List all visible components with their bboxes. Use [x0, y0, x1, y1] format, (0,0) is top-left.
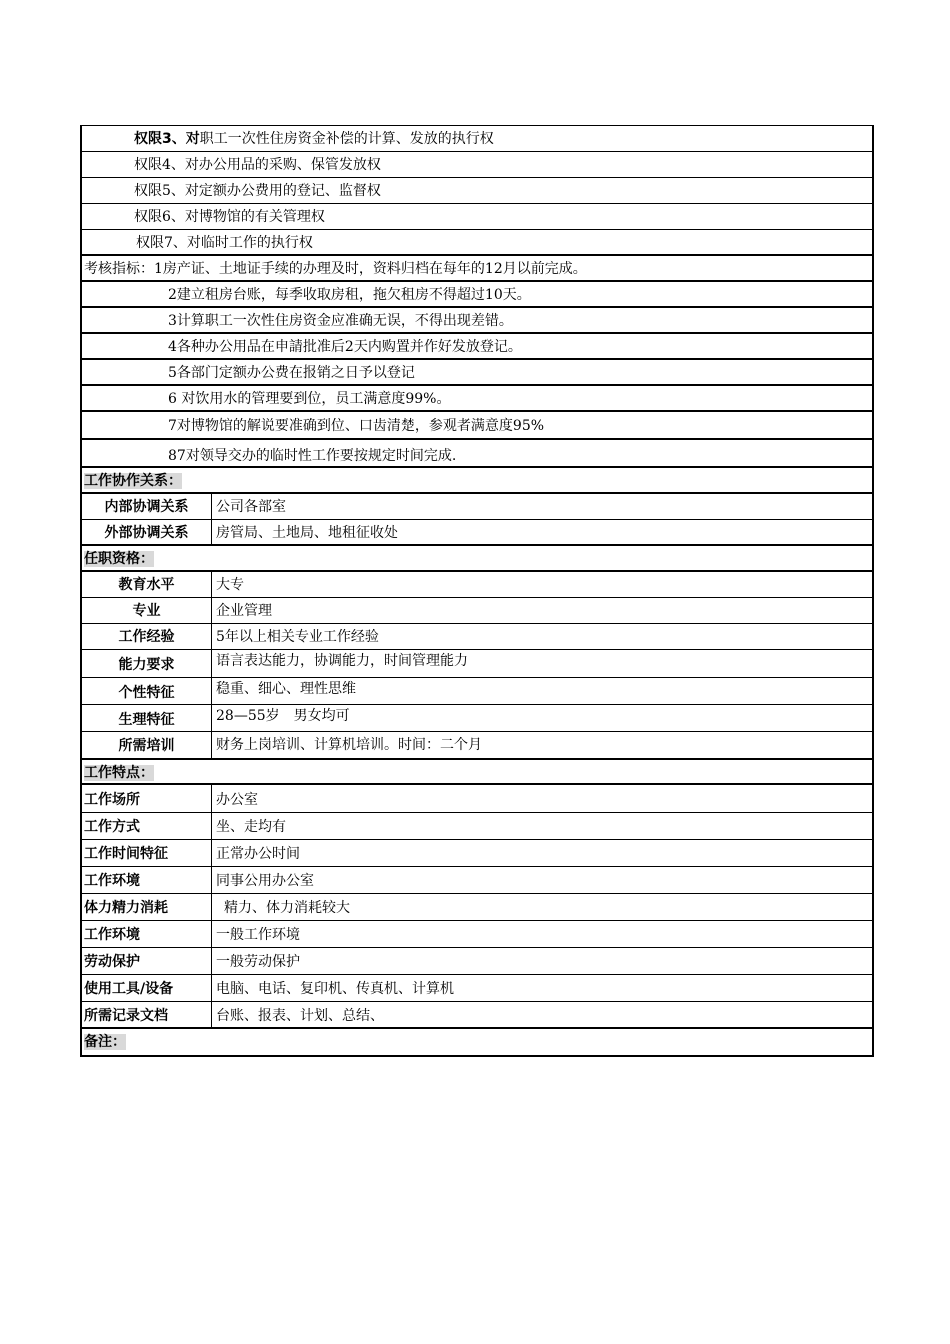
tools-label: 使用工具/设备 [82, 975, 212, 1001]
personality-label: 个性特征 [82, 678, 212, 704]
authority-5-text: 权限5、对定额办公费用的登记、监督权 [134, 183, 381, 199]
kpi-row-5 [82, 360, 872, 386]
qualification-header [82, 546, 872, 572]
kpi-row-3 [82, 308, 872, 334]
kpi-row-1 [82, 256, 872, 282]
kpi-row-6 [82, 386, 872, 412]
authority-6-text: 权限6、对博物馆的有关管理权 [134, 209, 325, 225]
kpi-7-text: 7对博物馆的解说要准确到位、口齿清楚，参观者满意度95% [168, 418, 545, 434]
authority-3-text: 职工一次性住房资金补偿的计算、发放的执行权 [199, 131, 494, 147]
training-value: 财务上岗培训、计算机培训。时间：二个月 [216, 737, 482, 753]
time-value: 正常办公时间 [216, 846, 300, 862]
kpi-8-text: 87对领导交办的临时性工作要按规定时间完成. [168, 448, 457, 464]
environment-row-2 [82, 921, 872, 948]
protection-value: 一般劳动保护 [216, 954, 300, 970]
mode-value: 坐、走均有 [216, 819, 286, 835]
tools-row [82, 975, 872, 1002]
kpi-row-7 [82, 412, 872, 440]
external-coordination-label: 外部协调关系 [82, 520, 212, 544]
kpi-5-text: 5各部门定额办公费在报销之日予以登记 [168, 365, 415, 381]
internal-coordination-row [82, 494, 872, 520]
internal-coordination-label: 内部协调关系 [82, 494, 212, 519]
energy-value: 精力、体力消耗较大 [224, 900, 350, 916]
physical-row [82, 705, 872, 732]
energy-row [82, 894, 872, 921]
job-description-table [80, 125, 874, 1057]
cooperation-header-label: 工作协作关系： [84, 473, 182, 489]
external-coordination-value: 房管局、土地局、地租征收处 [216, 525, 398, 541]
features-header-label: 工作特点： [84, 765, 154, 781]
internal-coordination-value: 公司各部室 [216, 499, 286, 515]
physical-value: 28—55岁 男女均可 [216, 708, 350, 724]
authority-row-3 [82, 126, 872, 152]
authority-row-4 [82, 152, 872, 178]
mode-row [82, 813, 872, 840]
energy-label: 体力精力消耗 [82, 894, 212, 920]
external-coordination-row [82, 520, 872, 546]
environment-2-label: 工作环境 [82, 921, 212, 947]
training-label: 所需培训 [82, 732, 212, 758]
place-label: 工作场所 [82, 785, 212, 812]
authority-row-5 [82, 178, 872, 204]
mode-label: 工作方式 [82, 813, 212, 839]
docs-label: 所需记录文档 [82, 1002, 212, 1027]
remarks-row [82, 1029, 872, 1055]
ability-row [82, 650, 872, 678]
environment-row-1 [82, 867, 872, 894]
authority-row-7 [82, 230, 872, 256]
major-label: 专业 [82, 598, 212, 623]
kpi-row-2 [82, 282, 872, 308]
authority-7-text: 权限7、对临时工作的执行权 [136, 235, 313, 251]
protection-label: 劳动保护 [82, 948, 212, 974]
kpi-3-text: 3计算职工一次性住房资金应准确无误，不得出现差错。 [168, 313, 513, 329]
authority-row-6 [82, 204, 872, 230]
authority-4-text: 权限4、对办公用品的采购、保管发放权 [134, 157, 381, 173]
ability-label: 能力要求 [82, 650, 212, 677]
features-header [82, 760, 872, 785]
kpi-6-text: 6 对饮用水的管理要到位，员工满意度99%。 [168, 391, 451, 407]
time-row [82, 840, 872, 867]
place-value: 办公室 [216, 792, 258, 808]
kpi-2-text: 2建立租房台账，每季收取房租，拖欠租房不得超过10天。 [168, 287, 531, 303]
education-row [82, 572, 872, 598]
training-row [82, 732, 872, 760]
ability-value: 语言表达能力，协调能力，时间管理能力 [216, 653, 468, 669]
personality-value: 稳重、细心、理性思维 [216, 681, 356, 697]
time-label: 工作时间特征 [82, 840, 212, 866]
experience-label: 工作经验 [82, 624, 212, 649]
environment-1-value: 同事公用办公室 [216, 873, 314, 889]
kpi-row-8 [82, 440, 872, 468]
cooperation-header [82, 468, 872, 494]
qualification-header-label: 任职资格： [84, 551, 154, 567]
environment-2-value: 一般工作环境 [216, 927, 300, 943]
remarks-header-label: 备注： [84, 1034, 126, 1050]
physical-label: 生理特征 [82, 705, 212, 731]
docs-row [82, 1002, 872, 1029]
kpi-row-4 [82, 334, 872, 360]
tools-value: 电脑、电话、复印机、传真机、计算机 [216, 981, 454, 997]
docs-value: 台账、报表、计划、总结、 [216, 1008, 384, 1024]
major-row [82, 598, 872, 624]
personality-row [82, 678, 872, 705]
major-value: 企业管理 [216, 603, 272, 619]
protection-row [82, 948, 872, 975]
experience-row [82, 624, 872, 650]
experience-value: 5年以上相关专业工作经验 [216, 629, 379, 645]
education-label: 教育水平 [82, 572, 212, 597]
place-row [82, 785, 872, 813]
kpi-4-text: 4各种办公用品在申請批准后2天内购置并作好发放登记。 [168, 339, 522, 355]
authority-3-prefix: 权限3、对 [134, 131, 200, 147]
environment-1-label: 工作环境 [82, 867, 212, 893]
kpi-1-text: 考核指标：1房产证、土地证手续的办理及时，资料归档在每年的12月以前完成。 [84, 261, 587, 277]
education-value: 大专 [216, 577, 244, 593]
